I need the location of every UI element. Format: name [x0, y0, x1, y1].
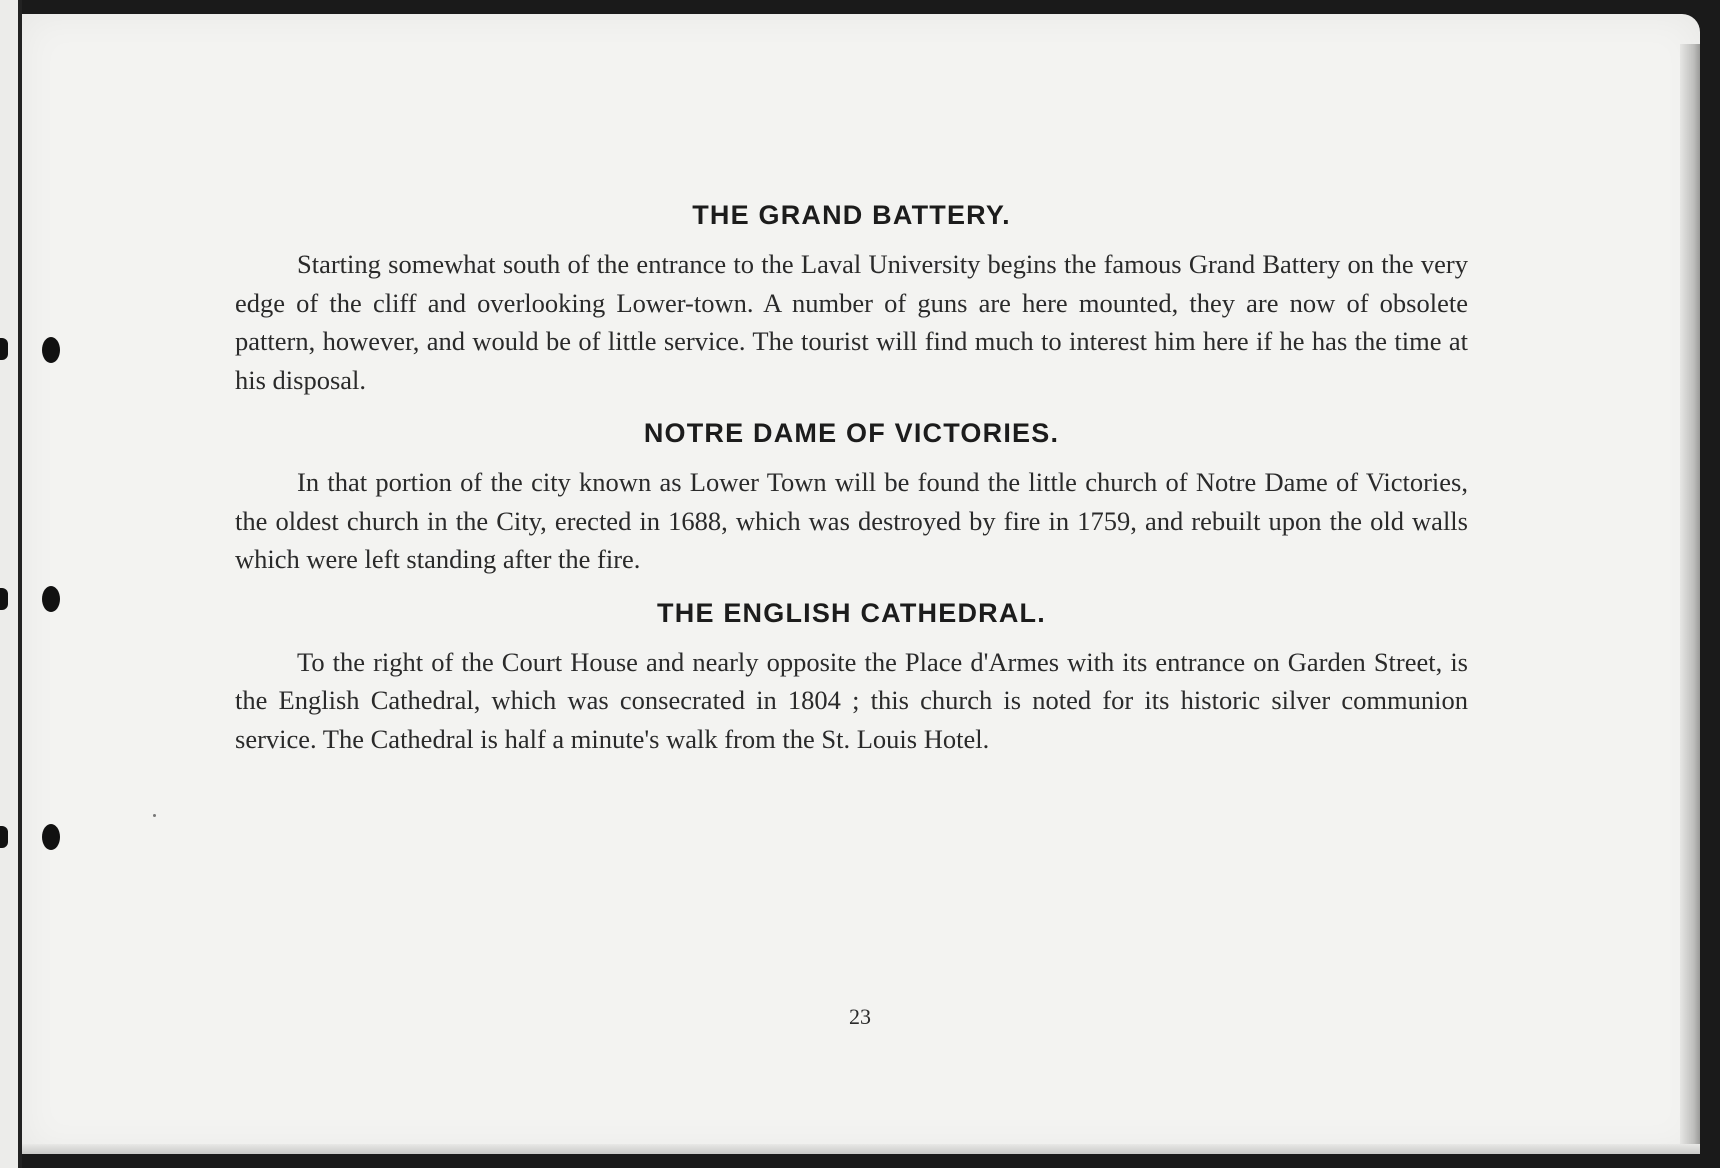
section-heading: THE GRAND BATTERY. — [692, 200, 1011, 230]
page-number: 23 — [849, 1004, 871, 1029]
punch-hole — [42, 586, 60, 612]
punch-hole-stub — [0, 338, 8, 360]
punch-hole — [42, 337, 60, 363]
punch-hole-stub — [0, 826, 8, 848]
page-bottom-edge — [22, 1144, 1700, 1154]
page-content — [235, 195, 1468, 758]
section-paragraph: In that portion of the city known as Lower Town will be found the little church of Notre Dame of Victories, the oldest church in the City, erected in 1688, which was destroyed by fire in 1759, and rebuilt upon the old walls which were left standing after the fire. — [235, 467, 1468, 574]
section-paragraph: Starting somewhat south of the entrance to the Laval University begins the famous Grand Battery on the very edge of the cliff and overlooking Lower-town. A number of guns are here mounted, they are now of obsolete pattern, however, and would be of little service. The tourist will find much to interest him here if he has the time at his disposal. — [235, 249, 1468, 395]
page-edge — [1680, 44, 1700, 1154]
punch-hole — [42, 824, 60, 850]
section-heading: NOTRE DAME OF VICTORIES. — [643, 418, 1060, 448]
section-heading: THE ENGLISH CATHEDRAL. — [657, 597, 1046, 628]
paper-speck — [153, 814, 156, 817]
section-paragraph: To the right of the Court House and nearly opposite the Place d'Armes with its entrance on Garden Street, is the English Cathedral, which was consecrated in 1804 ; this church is noted for its historic silver communion service. The Cathedral is half a minute's walk from the St. Louis Hotel. — [235, 646, 1468, 754]
binding-spine — [0, 0, 22, 1168]
punch-hole-stub — [0, 588, 8, 610]
